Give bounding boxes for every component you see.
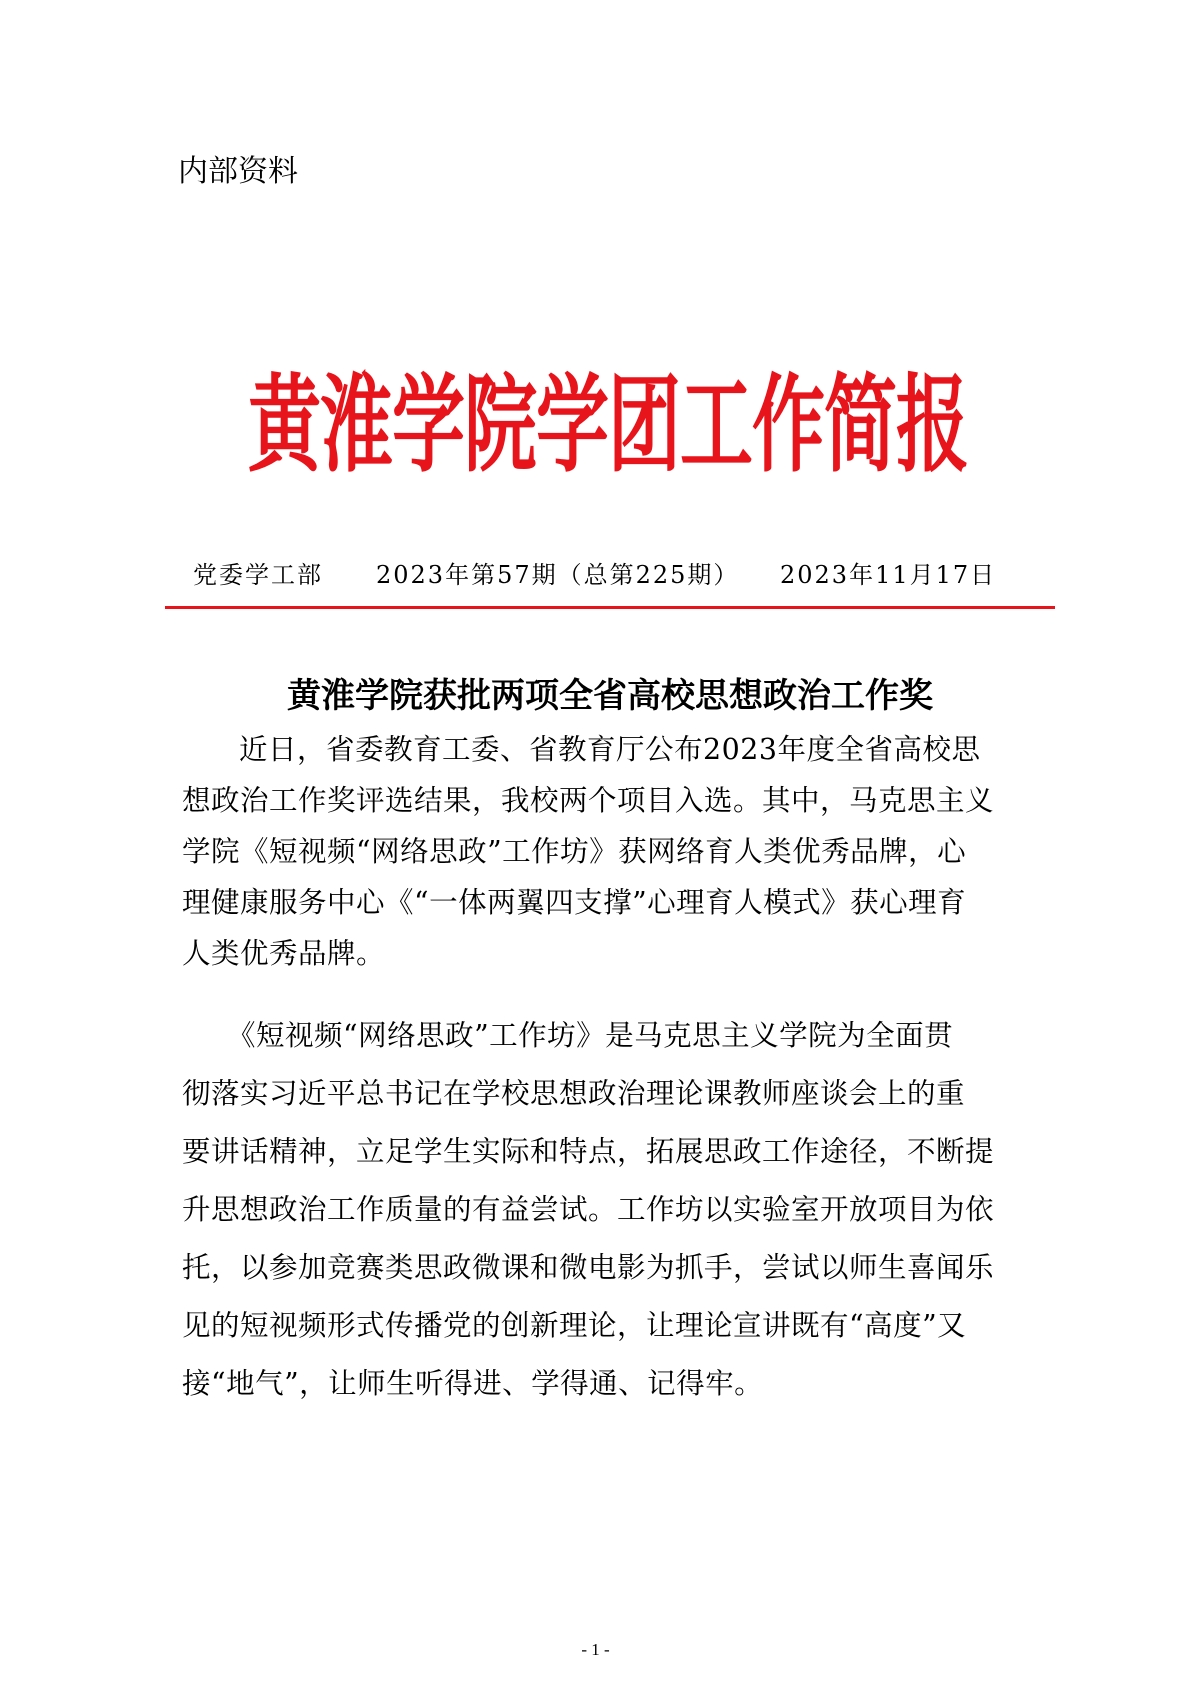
- paragraph-line: 托，以参加竞赛类思政微课和微电影为抓手，尝试以师生喜闻乐: [182, 1251, 995, 1284]
- internal-material-label: 内部资料: [178, 154, 298, 189]
- paragraph-line: 理健康服务中心《“一体两翼四支撑”心理育人模式》获心理育: [182, 886, 967, 919]
- issue-number: 2023年第57期（总第225期）: [376, 561, 740, 589]
- paragraph-line: 见的短视频形式传播党的创新理论，让理论宣讲既有“高度”又: [182, 1309, 967, 1342]
- paragraph-line: 彻落实习近平总书记在学校思想政治理论课教师座谈会上的重: [182, 1077, 966, 1110]
- header-divider: [165, 606, 1055, 609]
- paragraph-line: 人类优秀品牌。: [182, 937, 386, 970]
- issue-date: 2023年11月17日: [780, 561, 997, 589]
- paragraph-line: 要讲话精神，立足学生实际和特点，拓展思政工作途径，不断提: [182, 1135, 995, 1168]
- page-number: - 1 -: [581, 1640, 610, 1659]
- paragraph-line: 《短视频“网络思政”工作坊》是马克思主义学院为全面贯: [227, 1019, 954, 1052]
- paragraph-line: 接“地气”，让师生听得进、学得通、记得牢。: [182, 1367, 764, 1400]
- paragraph-line: 想政治工作奖评选结果，我校两个项目入选。其中，马克思主义: [182, 784, 995, 817]
- masthead-title: 黄淮学院学团工作简报: [248, 362, 968, 488]
- paragraph-line: 升思想政治工作质量的有益尝试。工作坊以实验室开放项目为依: [182, 1193, 995, 1226]
- article-title: 黄淮学院获批两项全省高校思想政治工作奖: [287, 676, 933, 716]
- issuing-department: 党委学工部: [193, 561, 323, 589]
- paragraph-line: 近日，省委教育工委、省教育厅公布2023年度全省高校思: [239, 733, 981, 766]
- paragraph-line: 学院《短视频“网络思政”工作坊》获网络育人类优秀品牌，心: [182, 835, 967, 868]
